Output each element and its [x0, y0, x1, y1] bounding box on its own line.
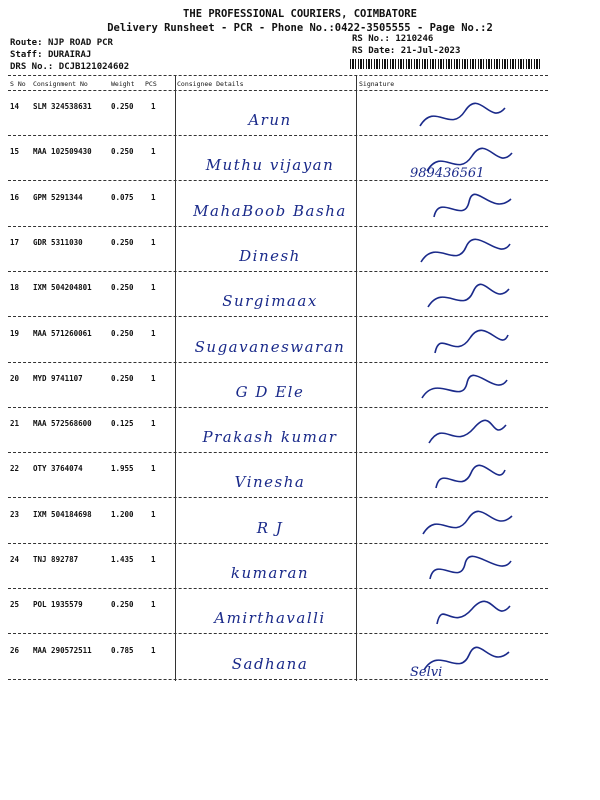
table-row: [0, 272, 600, 317]
pieces-count: 1: [151, 283, 156, 293]
consignee-name: Dinesh: [239, 246, 301, 265]
pieces-count: 1: [151, 328, 156, 338]
table-row: [0, 318, 600, 363]
pieces-count: 1: [151, 600, 156, 610]
weight-value: 0.250: [111, 102, 134, 111]
consignment-number: GDR 5311030: [33, 237, 83, 247]
signature-mark: [390, 549, 540, 589]
consignee-name: Vinesha: [234, 473, 306, 492]
pieces-count: 1: [151, 464, 156, 474]
route-value: NJP ROAD PCR: [47, 38, 113, 48]
table-row: [0, 589, 600, 634]
drs-label: DRS No.:: [10, 62, 54, 72]
consignee-name: kumaran: [230, 564, 310, 582]
weight-value: 0.250: [111, 600, 134, 610]
consignment-number: MAA 290572511: [33, 645, 92, 655]
serial-number: 19: [10, 328, 20, 338]
weight-value: 0.250: [111, 147, 134, 157]
signature-mark: [390, 277, 540, 317]
consignment-number: SLM 324538631: [33, 102, 92, 111]
table-row: [0, 363, 600, 408]
weight-value: 1.435: [111, 555, 134, 564]
signature-mark: [390, 504, 540, 544]
weight-value: 0.250: [111, 328, 134, 338]
consignment-number: MAA 572568600: [33, 419, 92, 429]
consignment-number: POL 1935579: [33, 600, 83, 610]
rs-date-info: [352, 46, 460, 56]
consignee-name: Muthu vijayan: [205, 156, 335, 175]
serial-number: 20: [10, 373, 20, 383]
signature-mark: [390, 187, 540, 227]
consignee-name: Surgimaax: [222, 292, 318, 311]
column-header-pcs: PCS: [145, 80, 157, 88]
signature-mark: [390, 232, 540, 272]
consignment-number: GPM 5291344: [33, 192, 83, 202]
table-row: [0, 635, 600, 680]
serial-number: 14: [10, 102, 20, 111]
pieces-count: 1: [151, 373, 156, 383]
table-row: [0, 499, 600, 544]
signature-text: 989436561: [410, 166, 485, 182]
route-label: Route:: [10, 38, 43, 48]
consignment-number: MAA 102509430: [33, 147, 92, 157]
weight-value: 0.125: [111, 419, 134, 429]
serial-number: 23: [10, 509, 20, 519]
column-header-consignment: Consignment No: [33, 80, 88, 88]
pieces-count: 1: [151, 645, 156, 655]
serial-number: 24: [10, 555, 20, 564]
consignee-name: G D Ele: [235, 382, 305, 401]
staff-info: [10, 50, 91, 60]
serial-number: 17: [10, 237, 20, 247]
signature-mark: [390, 368, 540, 408]
table-row: [0, 91, 600, 136]
column-header-signature: Signature: [359, 80, 395, 88]
rs-date-label: RS Date:: [352, 46, 396, 56]
serial-number: 22: [10, 464, 20, 474]
rs-date-value: 21-Jul-2023: [400, 46, 461, 56]
row-divider: [8, 679, 548, 680]
weight-value: 0.785: [111, 645, 134, 655]
staff-label: Staff:: [10, 50, 43, 60]
column-header-weight: Weight: [111, 80, 135, 88]
consignment-number: OTY 3764074: [33, 464, 83, 474]
weight-value: 0.250: [111, 237, 134, 247]
staff-value: DURAIRAJ: [47, 50, 92, 60]
rs-number-label: RS No.:: [352, 34, 390, 44]
serial-number: 26: [10, 645, 20, 655]
table-row: [0, 136, 600, 181]
table-row: [0, 453, 600, 498]
table-row: [0, 182, 600, 227]
document-subtitle: Delivery Runsheet - PCR - Phone No.:0422-3505555 - Page No.:2: [107, 22, 493, 34]
table-row: [0, 227, 600, 272]
serial-number: 25: [10, 600, 20, 610]
barcode-icon: [350, 59, 542, 69]
rs-number-info: [352, 34, 433, 44]
serial-number: 18: [10, 283, 20, 293]
pieces-count: 1: [151, 419, 156, 429]
serial-number: 15: [10, 147, 20, 157]
consignee-name: MahaBoob Basha: [193, 201, 347, 220]
weight-value: 1.955: [111, 464, 134, 474]
pieces-count: 1: [151, 237, 156, 247]
consignee-name: Arun: [248, 111, 292, 129]
consignee-name: Amirthavalli: [214, 609, 326, 628]
consignment-number: TNJ 892787: [33, 555, 79, 564]
weight-value: 0.250: [111, 373, 134, 383]
consignment-number: IXM 504184698: [33, 509, 92, 519]
consignment-number: MYD 9741107: [33, 373, 83, 383]
consignee-name: Prakash kumar: [202, 428, 338, 447]
consignee-name: Sugavaneswaran: [194, 337, 346, 356]
serial-number: 21: [10, 419, 20, 429]
header-top-rule: [8, 75, 548, 76]
signature-text: Selvi: [410, 664, 443, 680]
pieces-count: 1: [151, 147, 156, 157]
serial-number: 16: [10, 192, 20, 202]
signature-mark: [390, 96, 540, 136]
consignment-number: MAA 571260061: [33, 328, 92, 338]
drs-info: [10, 62, 129, 72]
pieces-count: 1: [151, 192, 156, 202]
rs-number-value: 1210246: [395, 34, 434, 44]
signature-mark: [390, 141, 540, 181]
weight-value: 0.250: [111, 283, 134, 293]
column-header-consignee: Consignee Details: [177, 80, 244, 88]
column-header-sno: S No: [10, 80, 26, 88]
signature-mark: [390, 640, 540, 680]
signature-mark: [390, 323, 540, 363]
signature-mark: [390, 413, 540, 453]
consignment-number: IXM 504204801: [33, 283, 92, 293]
signature-mark: [390, 594, 540, 634]
consignee-name: R J: [256, 518, 284, 537]
route-info: [10, 38, 113, 48]
weight-value: 1.200: [111, 509, 134, 519]
pieces-count: 1: [151, 555, 156, 564]
consignee-name: Sadhana: [231, 654, 309, 673]
pieces-count: 1: [151, 102, 156, 111]
pieces-count: 1: [151, 509, 156, 519]
drs-value: DCJB121024602: [58, 62, 130, 72]
weight-value: 0.075: [111, 192, 134, 202]
table-row: [0, 544, 600, 589]
signature-mark: [390, 458, 540, 498]
document-title: THE PROFESSIONAL COURIERS, COIMBATORE: [183, 8, 417, 20]
table-row: [0, 408, 600, 453]
